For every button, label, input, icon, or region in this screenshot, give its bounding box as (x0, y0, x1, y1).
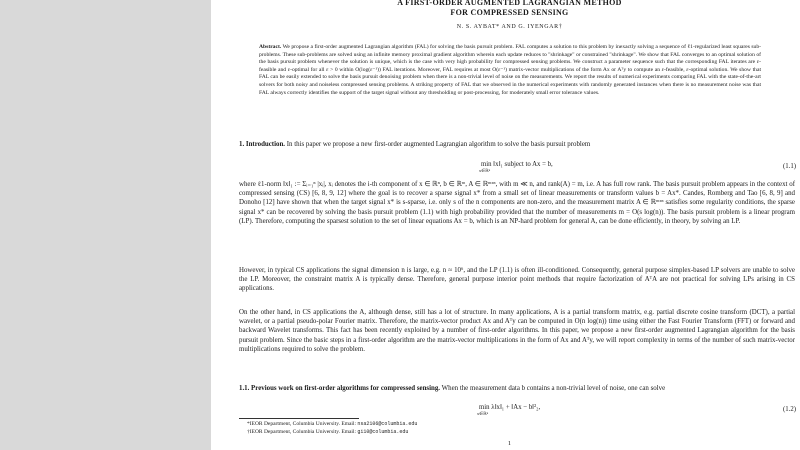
footnote-2-email[interactable]: gi10@columbia.edu (357, 429, 409, 435)
footnote-1-email[interactable]: nsa2106@columbia.edu (357, 421, 418, 427)
intro-paragraph-2: However, in typical CS applications the signal dimension n is large, e.g. n ≈ 10⁶, and the LP (1.1) is often ill-conditioned. Consequently, general purpose simplex-based LP solvers are unable to solve the LP. Moreover, the constraint matrix A is typically dense. Therefore, general purpose interior point methods that require factorization of AᵀA are not practical for solving LPs arising in CS applications. (239, 267, 795, 293)
equation-1-1-number: (1.1) (782, 163, 796, 170)
intro-paragraph-1b: where ℓ1-norm ‖x‖₁ := Σᵢ₌₁ⁿ |xᵢ|, xᵢ denotes the i-th component of x ∈ ℝⁿ, b ∈ ℝᵐ, A ∈ ℝᵐˣⁿ, with m ≪ n, and rank(A) = m, i.e. A has full row rank. The basis pursuit problem appears in the context of compressed sensing (CS) [6, 8, 9, 12] where the goal is to recover a sparse signal x* from a small set of linear measurements or transform values b = Ax*. Candes, Romberg and Tao [6, 8, 9] and Donoho [12] have shown that when the target signal x* is s-sparse, i.e. only s of the n components are non-zero, and the measurement matrix A ∈ ℝᵐˣⁿ satisfies some regularity conditions, the sparse signal x* can be recovered by solving the basis pursuit problem (1.1) with high probability provided that the number of measurements m = O(s log(n)). The basis pursuit problem is a linear program (LP). Therefore, computing the sparsest solution to the set of linear equations Ax = b, which is an NP-hard problem for general A, can be done efficiently, in theory, by solving an LP. (239, 181, 795, 225)
intro-text-1a: In this paper we propose a new first-order augmented Lagrangian algorithm to solve the basis pursuit problem (286, 141, 591, 148)
equation-1-2 (479, 404, 540, 417)
footnote-2-text: †IEOR Department, Columbia University. Email: (247, 429, 357, 435)
equation-1-2-body: min λ‖x‖₁ + ‖Ax − b‖²₂, (479, 404, 541, 411)
intro-paragraph-3: On the other hand, in CS applications the A, although dense, still has a lot of structure. In many applications, A is a partial transform matrix, e.g. partial discrete cosine transform (DCT), a partial wavelet, or a partial pseudo-polar Fourier matrix. Therefore, the matrix-vector product Ax and Aᵀy can be computed in O(n log(n)) time using either the Fast Fourier Transform (FFT) or forward and backward Wavelet transforms. This fact has been recently exploited by a number of first-order algorithms. In this paper, we propose a new first-order augmented Lagrangian algorithm for the basis pursuit problem. Since the basic steps in a first-order algorithm are the matrix-vector multiplications in the form of Ax and Aᵀy, we will report complexity in terms of the number of such matrix-vector multiplications required to solve the problem. (239, 309, 795, 353)
equation-1-2-number: (1.2) (782, 406, 796, 413)
footnote-2 (247, 429, 408, 435)
paper-title-line2: FOR COMPRESSED SENSING (450, 8, 569, 17)
paper-page (211, 0, 800, 450)
abstract-label: Abstract. (259, 44, 282, 50)
equation-1-1-subscript: x∈ℝⁿ (479, 168, 491, 173)
subsection-text: When the measurement data b contains a non-trivial level of noise, one can solve (441, 385, 666, 392)
abstract (259, 44, 761, 97)
footnote-rule (239, 418, 359, 419)
page-number: 1 (507, 440, 512, 447)
footnote-1 (247, 421, 417, 427)
intro-heading: 1. Introduction. (239, 141, 286, 148)
equation-1-1 (481, 161, 553, 174)
paper-title-line1: A FIRST-ORDER AUGMENTED LAGRANGIAN METHOD (397, 0, 622, 7)
equation-1-1-body: min ‖x‖₁ subject to Ax = b, (481, 161, 553, 168)
subsection-1-1 (239, 384, 795, 393)
authors: N. S. AYBAT* AND G. IYENGAR† (456, 24, 563, 30)
footnote-1-text: *IEOR Department, Columbia University. Email: (247, 421, 357, 427)
equation-1-2-subscript: x∈ℝⁿ (477, 411, 489, 416)
intro-paragraph-1a (239, 140, 795, 149)
subsection-heading: 1.1. Previous work on first-order algorithms for compressed sensing. (239, 385, 441, 392)
abstract-text: We propose a first-order augmented Lagrangian algorithm (FAL) for solving the basis pursuit problem. FAL computes a solution to this problem by inexactly solving a sequence of ℓ1-regularized least squares sub-problems. These sub-problems are solved using an infinite memory proximal gradient algorithm wherein each update reduces to "shrinkage" or constrained "shrinkage". We show that FAL converges to an optimal solution of the basis pursuit problem whenever the solution is unique, which is the case with very high probability for compressed sensing problems. We construct a parameter sequence such that the corresponding FAL iterates are ε-feasible and ε-optimal for all ε > 0 within O(log(ε⁻¹)) FAL iterations. Moreover, FAL requires at most O(ε⁻¹) matrix-vector multiplications of the form Ax or Aᵀy to compute an ε-feasible, ε-optimal solution. We show that FAL can be easily extended to solve the basis pursuit denoising problem when there is a non-trivial level of noise on the measurements. We report the results of numerical experiments comparing FAL with the state-of-the-art solvers for both noisy and noiseless compressed sensing problems. A striking property of FAL that we observed in the numerical experiments with randomly generated instances when there is no measurement noise was that FAL always correctly identifies the support of the target signal without any thresholding or post-processing, for moderately small error tolerance values. (259, 44, 761, 96)
